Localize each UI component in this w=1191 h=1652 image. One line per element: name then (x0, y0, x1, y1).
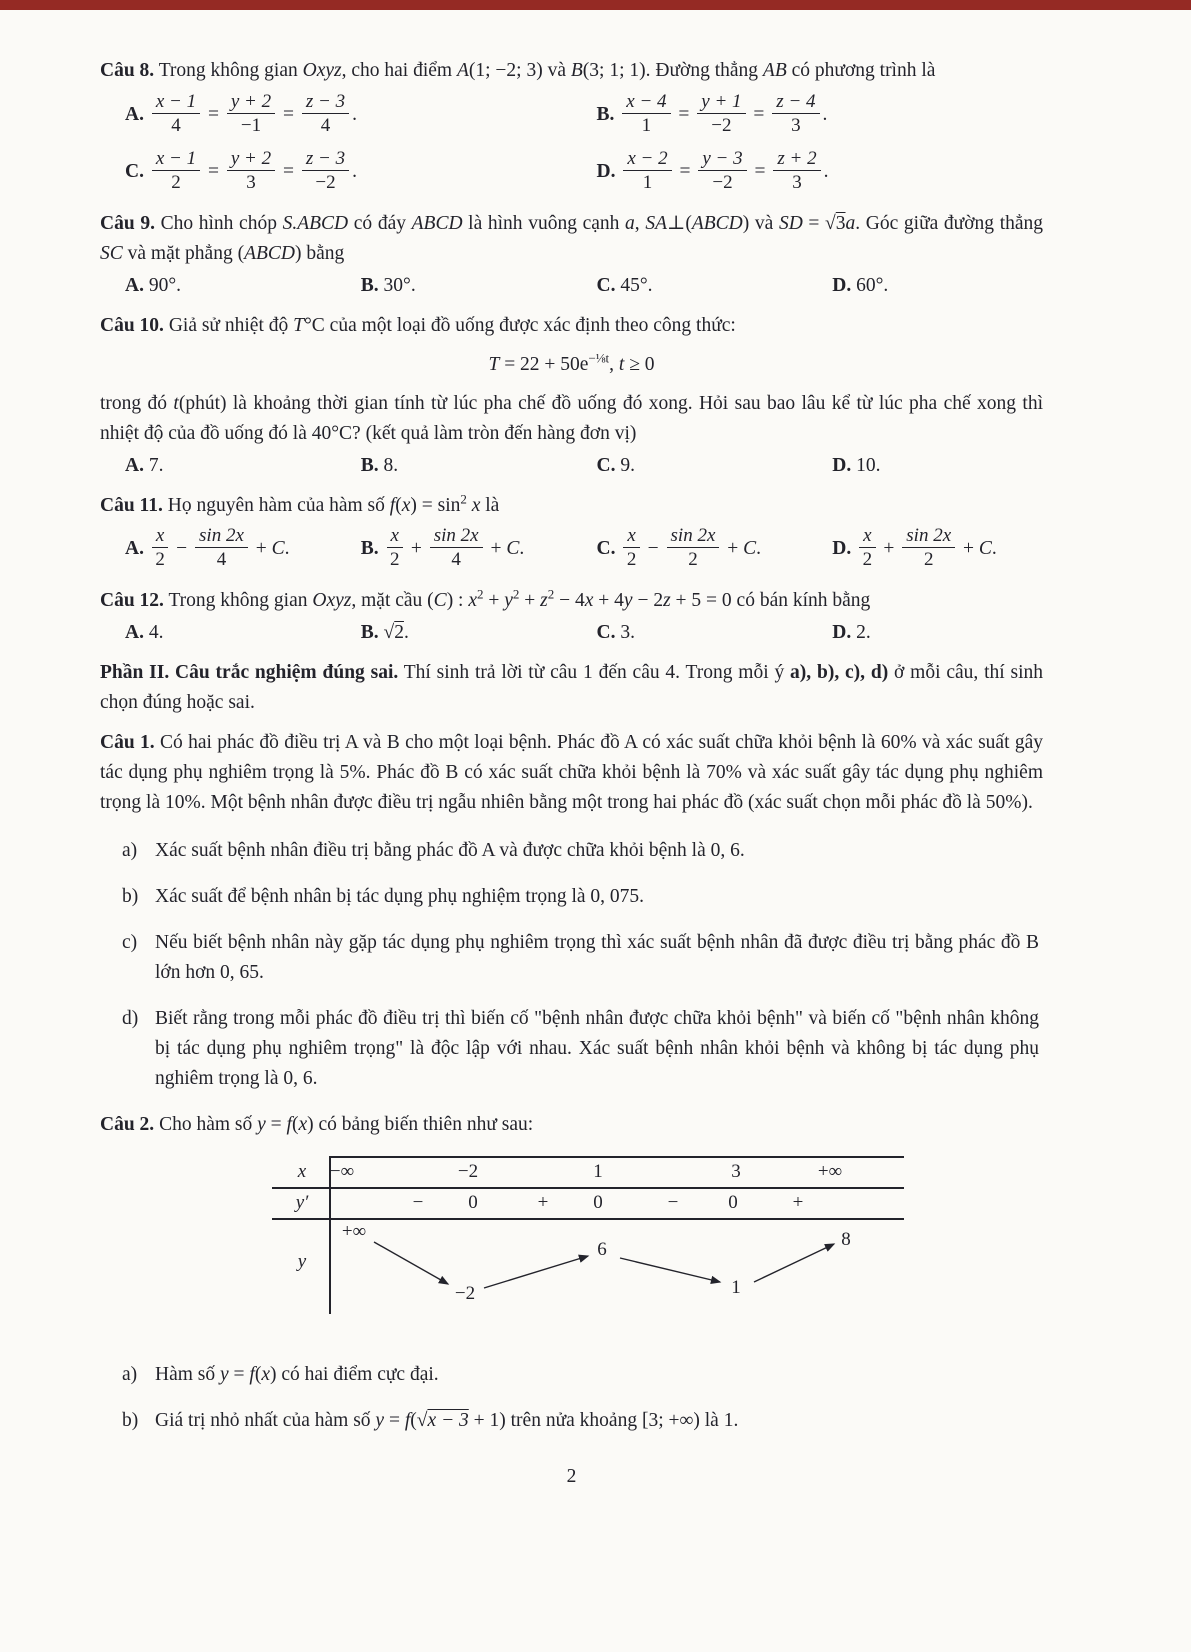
bbt-y-min-1: −2 (454, 1283, 476, 1304)
fraction: $\frac{x}{2}$ (623, 524, 639, 571)
text-run: Câu 10. (100, 315, 164, 336)
question-1-item-b (122, 882, 1043, 912)
text-run: C (271, 537, 285, 559)
text-run: = (748, 103, 770, 125)
bbt-yprime-zero: 0 (468, 1192, 478, 1213)
text-run: (phút) là khoảng thời gian tính từ lúc pha chế đồ uống đó xong. Hỏi sau bao lâu kể từ lúc pha chế xong thì nhiệt độ của đồ uống đó là 40°C? (kết quả làm tròn đến hàng đơn vị) (100, 393, 1043, 444)
text-run: . (284, 537, 290, 559)
text-run: C. (596, 275, 616, 296)
bbt-yprime-zero: 0 (593, 1192, 603, 1213)
text-run (144, 538, 149, 559)
text-run: ) có hai điểm cực đại. (269, 1364, 439, 1385)
item-text (155, 836, 1043, 866)
question-9-option-a (100, 271, 336, 301)
text-run: ABCD (411, 213, 463, 234)
text-run: Câu 12. (100, 590, 164, 611)
text-run: Câu 2. (100, 1114, 155, 1135)
text-run: f (249, 1364, 255, 1385)
text-run: B. (360, 622, 379, 643)
bbt-yprime-sign: − (412, 1192, 424, 1213)
part2-header (100, 658, 1043, 718)
text-run: f (286, 1114, 292, 1135)
question-2-item-a (122, 1360, 1043, 1390)
text-run: ) có bảng biến thiên như sau: (307, 1114, 534, 1135)
text-run: = (265, 1114, 287, 1135)
text-run: C (978, 537, 992, 559)
text-run: là hình vuông cạnh (462, 213, 626, 234)
bbt-yprime-zero: 0 (728, 1192, 738, 1213)
text-run: Câu 1. (100, 732, 155, 753)
text-run: 7. (143, 455, 164, 476)
text-run: = (673, 103, 695, 125)
text-run (614, 104, 619, 125)
text-run: ở mỗi câu, thí sinh chọn đúng hoặc sai. (100, 662, 1044, 713)
text-run: − (642, 537, 664, 559)
text-run: và mặt phẳng ( (122, 243, 245, 264)
text-run: D. (832, 622, 852, 643)
text-run: y (375, 1410, 385, 1431)
text-run: + (519, 590, 541, 611)
item-text (155, 1406, 1043, 1436)
text-run: ) và (742, 213, 779, 234)
question-8-options-row-2 (100, 146, 1043, 199)
text-run: z (663, 590, 671, 611)
arrow-decreasing-2 (620, 1258, 720, 1282)
text-run: A. (125, 622, 144, 643)
text-run: Có hai phác đồ điều trị A và B cho một loại bệnh. Phác đồ A có xác suất chữa khỏi bệnh là 60% và xác suất gây tác dụng phụ nghiêm trọng là 5%. Phác đồ B có xác suất chữa khỏi bệnh là 70% và xác suất gây tác dụng phụ nghiêm trọng là 10%. Một bệnh nhân được điều trị ngẫu nhiên bằng một trong hai phác đồ (xác suất chọn mỗi phác đồ là 50%). (100, 732, 1043, 813)
text-run: + 4 (593, 590, 624, 611)
question-10-option-d (807, 451, 1043, 481)
question-10-body (100, 389, 1043, 449)
text-run: − 2 (632, 590, 664, 611)
question-9-option-b (336, 271, 572, 301)
text-run: D. (832, 275, 852, 296)
text-run (144, 161, 149, 182)
text-run: 2 (547, 586, 555, 602)
question-10-stem (100, 311, 1043, 341)
text-run: z (540, 590, 548, 611)
text-run: Câu 9. (100, 213, 155, 234)
text-run: 10. (851, 455, 881, 476)
text-run: −⅛t (588, 350, 610, 366)
question-9-option-d (807, 271, 1043, 301)
text-run: ≥ 0 (624, 354, 655, 375)
fraction: $\frac{\sin 2x}{4}$ (430, 524, 483, 571)
bbt-arrows (272, 1156, 904, 1314)
text-run: ⊥( (666, 213, 692, 234)
item-text (155, 928, 1043, 988)
text-run: C. (596, 455, 616, 476)
text-run: , cho hai điểm (341, 60, 457, 81)
question-12-stem (100, 586, 1043, 616)
text-run: (3; 1; 1). Đường thẳng (582, 60, 763, 81)
part2-question-2-items (100, 1360, 1043, 1436)
text-run (144, 104, 149, 125)
text-run: y (623, 590, 633, 611)
text-run: . (756, 537, 762, 559)
bbt-y-min-2: 1 (731, 1277, 741, 1298)
question-12-options (100, 618, 1043, 648)
text-run: . (519, 537, 525, 559)
question-8-option-b (572, 89, 1044, 142)
fraction: $\frac{\sin 2x}{4}$ (195, 524, 248, 571)
text-run: ) = sin (410, 495, 461, 516)
question-10-option-c (572, 451, 808, 481)
text-run: B. (360, 275, 379, 296)
text-run: = (203, 160, 224, 182)
item-text (155, 1360, 1043, 1390)
text-run: Trong không gian (154, 60, 303, 81)
question-8-options-row-1 (100, 89, 1043, 142)
question-10-formula (100, 350, 1043, 380)
text-run: , (609, 354, 619, 375)
text-run: Câu 11. (100, 495, 163, 516)
text-run: Oxyz (312, 590, 352, 611)
text-run: C (743, 537, 757, 559)
text-run: B. (360, 537, 379, 559)
text-run: Nếu biết bệnh nhân này gặp tác dụng phụ nghiêm trọng thì xác suất bệnh nhân đã được điều trị bằng phác đồ B lớn hơn 0, 65. (155, 932, 1039, 983)
text-run: ( (395, 495, 402, 516)
text-run: A. (125, 103, 144, 125)
text-run: 3. (615, 622, 635, 643)
text-run: a (845, 213, 856, 234)
question-2-item-b (122, 1406, 1043, 1436)
text-run: C (506, 537, 520, 559)
text-run: , (634, 213, 646, 234)
text-run: ( (291, 1114, 299, 1135)
question-11-option-d (807, 523, 1043, 576)
bbt-yprime-label: y′ (295, 1192, 309, 1213)
fraction: $\frac{x - 1}{4}$ (152, 90, 200, 137)
text-run: Họ nguyên hàm của hàm số (162, 495, 390, 516)
text-run: Câu 8. (100, 60, 155, 81)
text-run: A. (125, 275, 144, 296)
question-12-option-b (336, 618, 572, 648)
fraction: $\frac{z - 4}{3}$ (772, 90, 819, 137)
text-run: 2 (394, 622, 404, 643)
text-run: . (352, 103, 357, 125)
part2-question-1 (100, 728, 1043, 1094)
item-marker: b) (122, 1410, 139, 1431)
item-marker: c) (122, 932, 138, 953)
text-run: T (293, 315, 304, 336)
text-run: (√ (410, 1410, 428, 1431)
question-12-option-d (807, 618, 1043, 648)
variation-table (272, 1156, 904, 1314)
text-run: = (278, 160, 299, 182)
bbt-x-value: 1 (593, 1161, 603, 1182)
question-8-option-a (100, 89, 572, 142)
bbt-x-value: −2 (457, 1161, 479, 1182)
text-run: C. (125, 160, 144, 182)
text-run: Giả sử nhiệt độ (163, 315, 294, 336)
text-run (615, 538, 620, 559)
text-run: + (485, 537, 507, 559)
text-run: a), b), c), d) (790, 662, 889, 683)
text-run: 2 (477, 586, 484, 602)
text-run: °C của một loại đồ uống được xác định theo công thức: (303, 315, 736, 336)
question-8-option-c (100, 146, 572, 199)
item-text (155, 882, 1043, 912)
fraction: $\frac{y + 2}{-1}$ (227, 90, 275, 137)
question-10 (100, 311, 1043, 481)
text-run: D. (832, 537, 852, 559)
text-run: 60°. (851, 275, 889, 296)
text-run: y (257, 1114, 266, 1135)
text-run: = 22 + 50e (499, 354, 589, 375)
part2-question-2-stem (100, 1110, 1043, 1140)
text-run: A. (125, 455, 144, 476)
question-11-option-c (572, 523, 808, 576)
part2-question-2 (100, 1110, 1043, 1436)
text-run: SC (100, 243, 123, 264)
text-run: Hàm số (155, 1364, 220, 1385)
text-run: x (401, 495, 411, 516)
part2-header-text (100, 658, 1043, 718)
text-run: x (468, 590, 478, 611)
bbt-y-max-1: 6 (597, 1239, 607, 1260)
item-marker: b) (122, 886, 139, 907)
text-run: . Góc giữa đường thẳng (855, 213, 1044, 234)
question-11-stem (100, 491, 1043, 521)
text-run: 2. (851, 622, 871, 643)
text-run: D. (832, 455, 852, 476)
fraction: $\frac{\sin 2x}{2}$ (667, 524, 720, 571)
bbt-y-limit-left: +∞ (341, 1221, 367, 1242)
text-run: SD (778, 213, 803, 234)
question-12 (100, 586, 1043, 648)
item-marker: a) (122, 840, 138, 861)
question-10-option-a (100, 451, 336, 481)
text-run: = (203, 103, 224, 125)
fraction: $\frac{x - 4}{1}$ (622, 90, 670, 137)
bbt-yprime-sign: + (537, 1192, 549, 1213)
text-run: 45°. (615, 275, 653, 296)
text-run: . (991, 537, 997, 559)
text-run: Biết rằng trong mỗi phác đồ điều trị thì biến cố "bệnh nhân được chữa khỏi bệnh" và biến cố "bệnh nhân không bị tác dụng phụ nghiêm trọng" là độc lập với nhau. Xác suất bệnh nhân khỏi bệnh và không bị tác dụng phụ nghiêm trọng là 0, 6. (155, 1008, 1039, 1089)
text-run: S.ABCD (282, 213, 349, 234)
text-run: 30°. (378, 275, 416, 296)
fraction: $\frac{x}{2}$ (152, 524, 168, 571)
page-number: 2 (566, 1466, 577, 1487)
text-run: B. (360, 455, 379, 476)
text-run: 3 (835, 213, 846, 234)
text-run: t (618, 354, 625, 375)
text-run: x (261, 1364, 270, 1385)
text-run: Cho hàm số (154, 1114, 258, 1135)
text-run: có đáy (348, 213, 412, 234)
fraction: $\frac{x}{2}$ (387, 524, 403, 571)
text-run: a (625, 213, 635, 234)
fraction: $\frac{z + 2}{3}$ (773, 147, 820, 194)
bbt-y-label: y (297, 1251, 307, 1272)
text-run (615, 161, 620, 182)
item-marker: d) (122, 1008, 139, 1029)
text-run: Giá trị nhỏ nhất của hàm số (155, 1410, 376, 1431)
text-run: x (471, 495, 481, 516)
fraction: $\frac{x - 1}{2}$ (152, 147, 200, 194)
text-run: y (220, 1364, 229, 1385)
text-run: Cho hình chóp (154, 213, 283, 234)
text-run: . (822, 103, 828, 125)
text-run: 2 (460, 491, 467, 507)
bbt-x-label: x (297, 1161, 307, 1182)
text-run: trong đó (100, 393, 174, 414)
text-run: x − 3 (427, 1410, 469, 1431)
question-11 (100, 491, 1043, 576)
text-run: Oxyz (302, 60, 342, 81)
question-12-option-a (100, 618, 336, 648)
fraction: $\frac{x - 2}{1}$ (623, 147, 671, 194)
arrow-increasing-2 (754, 1244, 834, 1282)
text-run: Phần II. Câu trắc nghiệm đúng sai. (100, 662, 399, 683)
text-run: C (433, 590, 447, 611)
text-run: y (504, 590, 513, 611)
text-run: có phương trình là (786, 60, 936, 81)
text-run: x (298, 1114, 308, 1135)
part2-question-1-stem (100, 728, 1043, 818)
text-run: . (823, 160, 829, 182)
text-run: . (403, 622, 409, 643)
fraction: $\frac{z - 3}{-2}$ (302, 147, 349, 194)
text-run: SA (645, 213, 667, 234)
text-run: + (483, 590, 505, 611)
text-run: B (570, 60, 583, 81)
text-run: + (958, 537, 979, 559)
text-run: A (456, 60, 469, 81)
text-run: 8. (378, 455, 399, 476)
text-run: Trong không gian (163, 590, 313, 611)
text-run: là (480, 495, 500, 516)
text-run: . (352, 160, 357, 182)
text-run: + (722, 537, 744, 559)
text-run: Xác suất để bệnh nhân bị tác dụng phụ nghiệm trọng là 0, 075. (155, 886, 645, 907)
text-run: + (878, 537, 900, 559)
text-run: B. (596, 103, 615, 125)
text-run: ABCD (244, 243, 295, 264)
bbt-y-end: 8 (841, 1229, 851, 1250)
text-run: − 4 (554, 590, 585, 611)
scan-top-edge-bar (0, 0, 1191, 10)
text-run: = (749, 160, 771, 182)
text-run: f (389, 495, 396, 516)
text-run: 9. (615, 455, 635, 476)
part2-question-1-items (100, 836, 1043, 1094)
fraction: $\frac{y + 2}{3}$ (227, 147, 275, 194)
question-8-stem (100, 56, 1043, 86)
text-run: 90°. (143, 275, 182, 296)
text-run: C. (596, 537, 616, 559)
text-run: C. (596, 622, 616, 643)
text-run: = √ (802, 213, 836, 234)
question-11-option-a (100, 523, 336, 576)
text-run: Thí sinh trả lời từ câu 1 đến câu 4. Trong mỗi ý (398, 662, 791, 683)
text-run: + (405, 537, 427, 559)
item-text (155, 1004, 1043, 1094)
text-run: ABCD (691, 213, 743, 234)
arrow-increasing-1 (484, 1256, 588, 1288)
bbt-yprime-sign: − (667, 1192, 679, 1213)
text-run: t (173, 393, 179, 414)
bbt-yprime-sign: + (792, 1192, 804, 1213)
text-run: = (674, 160, 696, 182)
question-10-option-b (336, 451, 572, 481)
question-8-option-d (572, 146, 1044, 199)
question-9-stem (100, 209, 1043, 269)
text-run: x (584, 590, 594, 611)
text-run: + 1) trên nửa khoảng [3; +∞) là 1. (468, 1410, 739, 1431)
text-run: D. (596, 160, 616, 182)
text-run: AB (762, 60, 787, 81)
question-1-item-d (122, 1004, 1043, 1094)
text-run: 2 (512, 586, 520, 602)
question-9-option-c (572, 271, 808, 301)
text-run: (1; −2; 3) và (468, 60, 571, 81)
fraction: $\frac{z - 3}{4}$ (302, 90, 349, 137)
text-run: A. (125, 537, 144, 559)
question-11-option-b (336, 523, 572, 576)
question-1-item-a (122, 836, 1043, 866)
bbt-x-value: −∞ (329, 1161, 355, 1182)
text-run (851, 538, 856, 559)
text-run: + 5 = 0 có bán kính bằng (670, 590, 871, 611)
question-9 (100, 209, 1043, 301)
question-9-options (100, 271, 1043, 301)
text-run: + (250, 537, 272, 559)
question-1-item-c (122, 928, 1043, 988)
question-11-options (100, 523, 1043, 576)
text-run: √ (378, 622, 395, 643)
text-run: Xác suất bệnh nhân điều trị bằng phác đồ A và được chữa khỏi bệnh là 0, 6. (155, 840, 745, 861)
text-run: = (384, 1410, 405, 1431)
fraction: $\frac{\sin 2x}{2}$ (902, 524, 955, 571)
question-10-options (100, 451, 1043, 481)
bbt-x-value: +∞ (817, 1161, 843, 1182)
text-run: 4. (143, 622, 164, 643)
text-run: − (171, 537, 193, 559)
text-run: f (404, 1410, 411, 1431)
text-run: T (488, 354, 500, 375)
text-run: ( (254, 1364, 262, 1385)
text-run: , mặt cầu ( (351, 590, 434, 611)
text-run: = (278, 103, 299, 125)
question-8 (100, 56, 1043, 199)
arrow-decreasing-1 (374, 1242, 448, 1284)
fraction: $\frac{y - 3}{-2}$ (698, 147, 746, 194)
text-run: ) bằng (294, 243, 345, 264)
text-run: = (228, 1364, 250, 1385)
text-run: ) : (446, 590, 469, 611)
fraction: $\frac{x}{2}$ (859, 524, 875, 571)
question-12-option-c (572, 618, 808, 648)
bbt-x-value: 3 (731, 1161, 741, 1182)
fraction: $\frac{y + 1}{-2}$ (697, 90, 745, 137)
text-run (379, 538, 384, 559)
item-marker: a) (122, 1364, 138, 1385)
